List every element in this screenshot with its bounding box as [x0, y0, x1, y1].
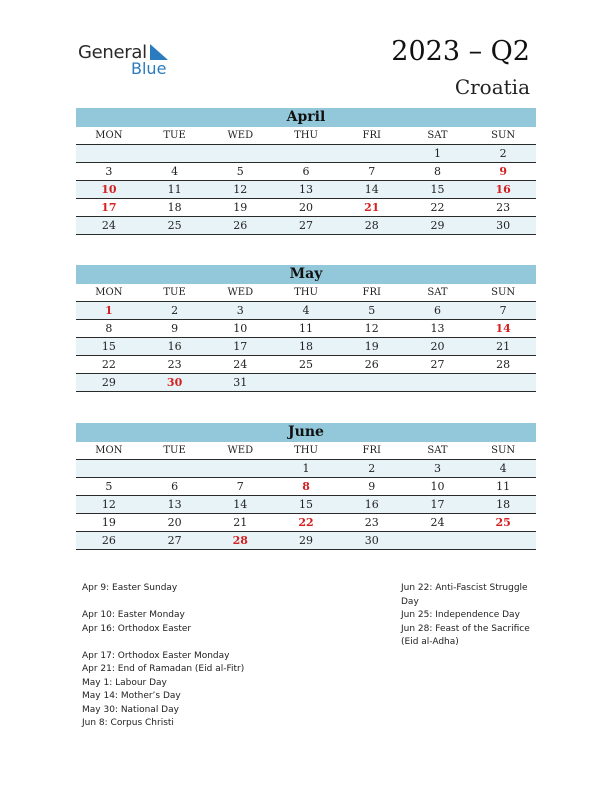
weekday-label: FRI [362, 130, 381, 141]
logo-text-blue: Blue [131, 59, 167, 78]
day-cell [207, 145, 273, 162]
weekday-label: THU [294, 130, 318, 141]
day-cell: 1 [302, 462, 310, 475]
note-spacer [82, 636, 282, 650]
day-cell: 17 [101, 201, 117, 214]
day-cell: 14 [495, 322, 511, 335]
holiday-note: Apr 9: Easter Sunday [82, 583, 178, 593]
weekday-label: FRI [362, 287, 381, 298]
logo [78, 40, 188, 80]
week-row [76, 145, 536, 163]
week-row [76, 532, 536, 550]
day-cell: 4 [171, 165, 179, 178]
holiday-note: May 1: Labour Day [82, 677, 167, 688]
day-cell: 15 [430, 183, 445, 196]
day-cell: 7 [499, 304, 507, 317]
weekday-label: WED [227, 445, 254, 456]
day-cell: 22 [101, 358, 116, 371]
day-cell: 4 [302, 304, 310, 317]
holiday-note: Jun 28: Feast of the Sacrifice (Eid al-Adha) [401, 623, 530, 647]
day-cell [142, 145, 208, 162]
weekday-label: FRI [362, 445, 381, 456]
weekday-label: SAT [427, 445, 448, 456]
day-cell: 22 [298, 516, 314, 529]
day-cell: 28 [364, 219, 379, 232]
day-cell: 24 [101, 219, 116, 232]
month-april [76, 108, 536, 235]
day-cell: 18 [299, 340, 314, 353]
day-cell [405, 374, 471, 391]
day-cell: 27 [167, 534, 182, 547]
day-cell [470, 532, 536, 549]
day-cell: 16 [167, 340, 182, 353]
day-cell: 29 [101, 376, 116, 389]
day-cell [339, 374, 405, 391]
month-june [76, 423, 536, 550]
day-cell: 12 [101, 498, 116, 511]
day-cell: 26 [364, 358, 379, 371]
week-row [76, 478, 536, 496]
week-row [76, 320, 536, 338]
weekday-label: THU [294, 287, 318, 298]
day-cell: 2 [499, 147, 507, 160]
day-cell: 9 [368, 480, 376, 493]
month-header: June [76, 423, 536, 442]
day-cell: 11 [167, 183, 182, 196]
day-cell: 28 [496, 358, 511, 371]
weekday-row [76, 442, 536, 460]
weekday-label: THU [294, 445, 318, 456]
day-cell: 1 [433, 147, 441, 160]
day-cell: 18 [167, 201, 182, 214]
day-cell [142, 460, 208, 477]
month-header: April [76, 108, 536, 127]
day-cell: 5 [105, 480, 113, 493]
day-cell: 17 [430, 498, 445, 511]
day-cell: 17 [233, 340, 248, 353]
day-cell: 2 [171, 304, 179, 317]
day-cell: 13 [299, 183, 314, 196]
logo-text-general: General [78, 42, 147, 63]
weekday-label: MON [95, 130, 123, 141]
weekday-label: SAT [427, 130, 448, 141]
week-row [76, 181, 536, 199]
holiday-note: Apr 16: Orthodox Easter [82, 623, 192, 634]
holiday-note: Apr 10: Easter Monday [82, 610, 185, 620]
day-cell: 14 [364, 183, 379, 196]
day-cell: 3 [105, 165, 113, 178]
month-may [76, 265, 536, 392]
day-cell: 5 [236, 165, 244, 178]
week-row [76, 217, 536, 235]
day-cell: 12 [233, 183, 248, 196]
day-cell: 26 [101, 534, 116, 547]
country-name: Croatia [454, 75, 530, 99]
weekday-label: WED [227, 130, 254, 141]
day-cell: 1 [105, 304, 113, 317]
weekday-label: TUE [163, 445, 186, 456]
weekday-label: SUN [491, 445, 516, 456]
day-cell: 29 [430, 219, 445, 232]
week-row [76, 460, 536, 478]
week-row [76, 163, 536, 181]
week-row [76, 496, 536, 514]
week-row [76, 302, 536, 320]
day-cell: 8 [433, 165, 441, 178]
note-spacer [82, 596, 282, 610]
weekday-label: WED [227, 287, 254, 298]
holiday-note: Apr 17: Orthodox Easter Monday [82, 650, 230, 661]
day-cell: 27 [430, 358, 445, 371]
day-cell: 16 [495, 183, 511, 196]
day-cell: 21 [233, 516, 248, 529]
holiday-notes-right [401, 582, 541, 650]
day-cell: 10 [430, 480, 445, 493]
weekday-label: SUN [491, 287, 516, 298]
day-cell: 7 [236, 480, 244, 493]
weekday-label: TUE [163, 287, 186, 298]
day-cell: 24 [233, 358, 248, 371]
day-cell: 28 [232, 534, 248, 547]
holiday-note: May 30: National Day [82, 704, 179, 715]
day-cell: 10 [233, 322, 248, 335]
day-cell: 26 [233, 219, 248, 232]
month-header: May [76, 265, 536, 284]
day-cell [339, 145, 405, 162]
day-cell: 20 [430, 340, 445, 353]
day-cell [273, 374, 339, 391]
day-cell: 21 [496, 340, 511, 353]
day-cell [405, 532, 471, 549]
day-cell: 27 [299, 219, 314, 232]
day-cell: 19 [233, 201, 248, 214]
day-cell: 12 [364, 322, 379, 335]
day-cell: 6 [433, 304, 441, 317]
day-cell: 11 [299, 322, 314, 335]
day-cell [76, 145, 142, 162]
day-cell: 8 [302, 480, 310, 493]
day-cell: 8 [105, 322, 113, 335]
day-cell: 9 [499, 165, 507, 178]
day-cell: 14 [233, 498, 248, 511]
day-cell: 29 [299, 534, 314, 547]
page-title: 2023 – Q2 [391, 36, 530, 67]
day-cell: 20 [299, 201, 314, 214]
day-cell: 10 [101, 183, 117, 196]
holiday-note: Jun 8: Corpus Christi [82, 718, 174, 728]
week-row [76, 338, 536, 356]
day-cell: 3 [433, 462, 441, 475]
day-cell: 15 [299, 498, 314, 511]
day-cell: 25 [299, 358, 314, 371]
weekday-label: TUE [163, 130, 186, 141]
day-cell: 13 [430, 322, 445, 335]
day-cell: 6 [302, 165, 310, 178]
day-cell: 24 [430, 516, 445, 529]
holiday-note: Apr 21: End of Ramadan (Eid al-Fitr) [82, 664, 245, 674]
day-cell [207, 460, 273, 477]
weekday-row [76, 284, 536, 302]
day-cell: 9 [171, 322, 179, 335]
day-cell: 23 [496, 201, 511, 214]
weekday-label: MON [95, 287, 123, 298]
day-cell: 25 [167, 219, 182, 232]
day-cell: 18 [496, 498, 511, 511]
day-cell: 30 [364, 534, 379, 547]
day-cell: 7 [368, 165, 376, 178]
day-cell [470, 374, 536, 391]
day-cell: 19 [364, 340, 379, 353]
week-row [76, 199, 536, 217]
holiday-note: May 14: Mother’s Day [82, 691, 181, 701]
holiday-note: Jun 25: Independence Day [401, 610, 520, 620]
day-cell: 4 [499, 462, 507, 475]
day-cell: 19 [101, 516, 116, 529]
week-row [76, 374, 536, 392]
holiday-note: Jun 22: Anti-Fascist Struggle Day [401, 583, 528, 607]
day-cell: 25 [495, 516, 511, 529]
week-row [76, 356, 536, 374]
day-cell: 30 [496, 219, 511, 232]
day-cell: 20 [167, 516, 182, 529]
day-cell: 16 [364, 498, 379, 511]
day-cell [273, 145, 339, 162]
day-cell: 15 [101, 340, 116, 353]
weekday-row [76, 127, 536, 145]
day-cell: 31 [233, 376, 248, 389]
logo-triangle-icon [150, 44, 168, 60]
day-cell: 6 [171, 480, 179, 493]
day-cell: 5 [368, 304, 376, 317]
day-cell: 13 [167, 498, 182, 511]
day-cell: 21 [364, 201, 380, 214]
day-cell: 3 [236, 304, 244, 317]
holiday-notes-left [82, 582, 282, 731]
week-row [76, 514, 536, 532]
weekday-label: SUN [491, 130, 516, 141]
day-cell: 2 [368, 462, 376, 475]
day-cell: 11 [496, 480, 511, 493]
day-cell: 23 [167, 358, 182, 371]
day-cell: 22 [430, 201, 445, 214]
weekday-label: SAT [427, 287, 448, 298]
day-cell: 23 [364, 516, 379, 529]
day-cell [76, 460, 142, 477]
weekday-label: MON [95, 445, 123, 456]
day-cell: 30 [166, 376, 183, 389]
